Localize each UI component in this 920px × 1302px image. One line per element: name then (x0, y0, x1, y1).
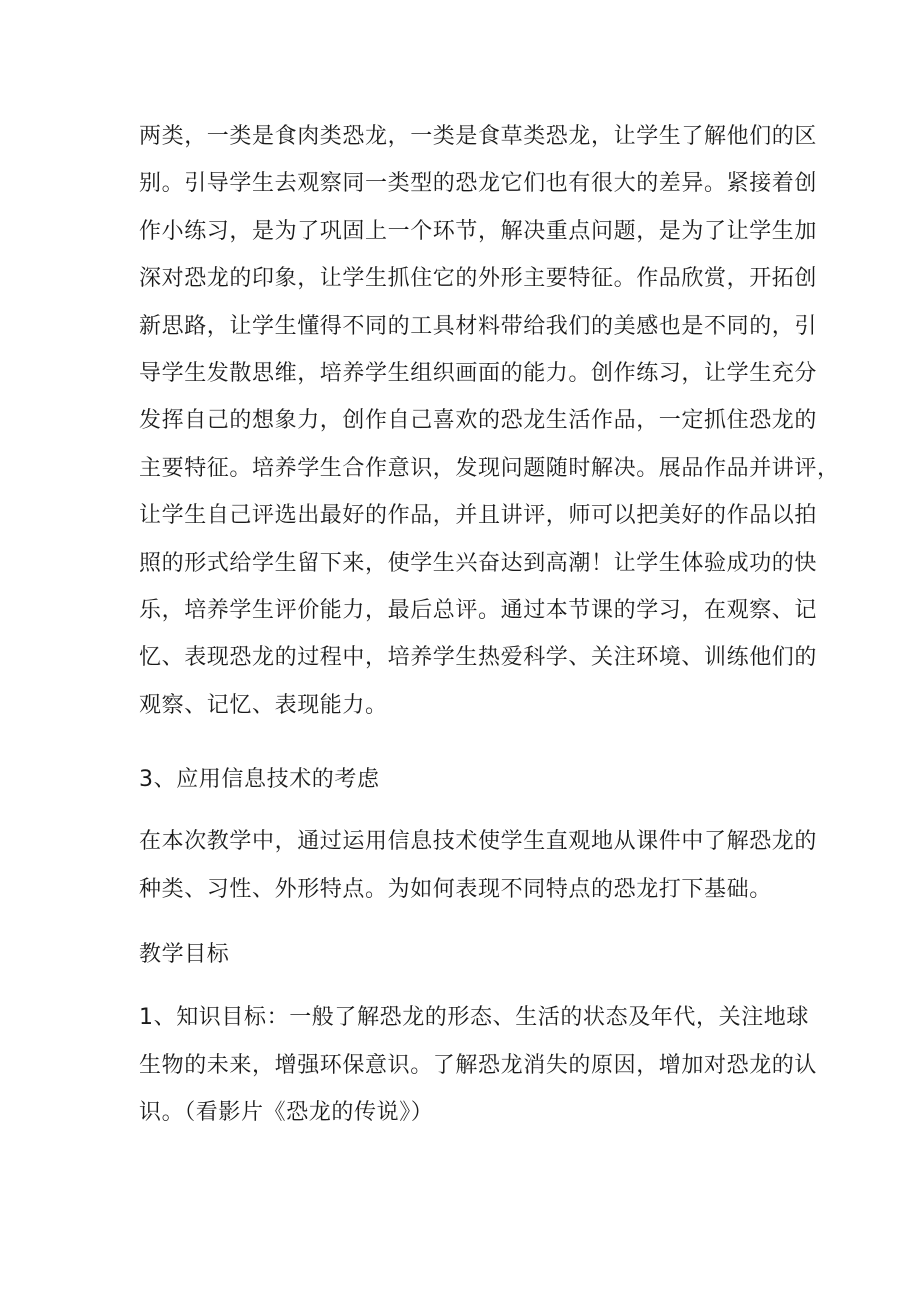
section-heading: 教学目标 (139, 942, 230, 967)
heading-teaching-goals (139, 941, 799, 968)
text-line: 导学生发散思维，培养学生组织画面的能力。创作练习，让学生充分 (139, 360, 818, 386)
text-line: 让学生自己评选出最好的作品，并且讲评，师可以把美好的作品以拍 (139, 503, 818, 529)
paragraph-lesson-process (139, 123, 840, 739)
text-line: 深对恐龙的印象，让学生抓住它的外形主要特征。作品欣赏，开拓创 (139, 266, 818, 292)
text-line: 作小练习，是为了巩固上一个环节，解决重点问题，是为了让学生加 (139, 218, 818, 244)
text-line: 乐，培养学生评价能力，最后总评。通过本节课的学习，在观察、记 (139, 597, 818, 623)
text-line: 忆、表现恐龙的过程中，培养学生热爱科学、关注环境、训练他们的 (139, 645, 818, 671)
text-line: 发挥自己的想象力，创作自己喜欢的恐龙生活作品，一定抓住恐龙的 (139, 408, 818, 434)
text-line: 观察、记忆、表现能力。 (139, 692, 388, 718)
text-line: 别。引导学生去观察同一类型的恐龙它们也有很大的差异。紧接着创 (139, 171, 818, 197)
text-line: 主要特征。培养学生合作意识，发现问题随时解决。展品作品并讲评， (139, 455, 840, 481)
paragraph-it-usage (139, 828, 818, 923)
text-line: 种类、习性、外形特点。为如何表现不同特点的恐龙打下基础。 (139, 876, 772, 902)
paragraph-knowledge-goal (139, 1004, 818, 1147)
text-line: 1、知识目标：一般了解恐龙的形态、生活的状态及年代，关注地球 (139, 1005, 809, 1030)
text-line: 识。（看影片《恐龙的传说》） (139, 1100, 434, 1125)
text-line: 生物的未来，增强环保意识。了解恐龙消失的原因，增加对恐龙的认 (139, 1052, 818, 1078)
section-heading: 3、应用信息技术的考虑 (139, 767, 380, 792)
text-line: 两类，一类是食肉类恐龙，一类是食草类恐龙，让学生了解他们的区 (139, 124, 818, 149)
text-line: 在本次教学中，通过运用信息技术使学生直观地从课件中了解恐龙的 (139, 829, 818, 854)
text-line: 照的形式给学生留下来，使学生兴奋达到高潮！让学生体验成功的快 (139, 550, 818, 576)
text-line: 新思路，让学生懂得不同的工具材料带给我们的美感也是不同的，引 (139, 313, 818, 339)
heading-it-considerations (139, 766, 799, 793)
